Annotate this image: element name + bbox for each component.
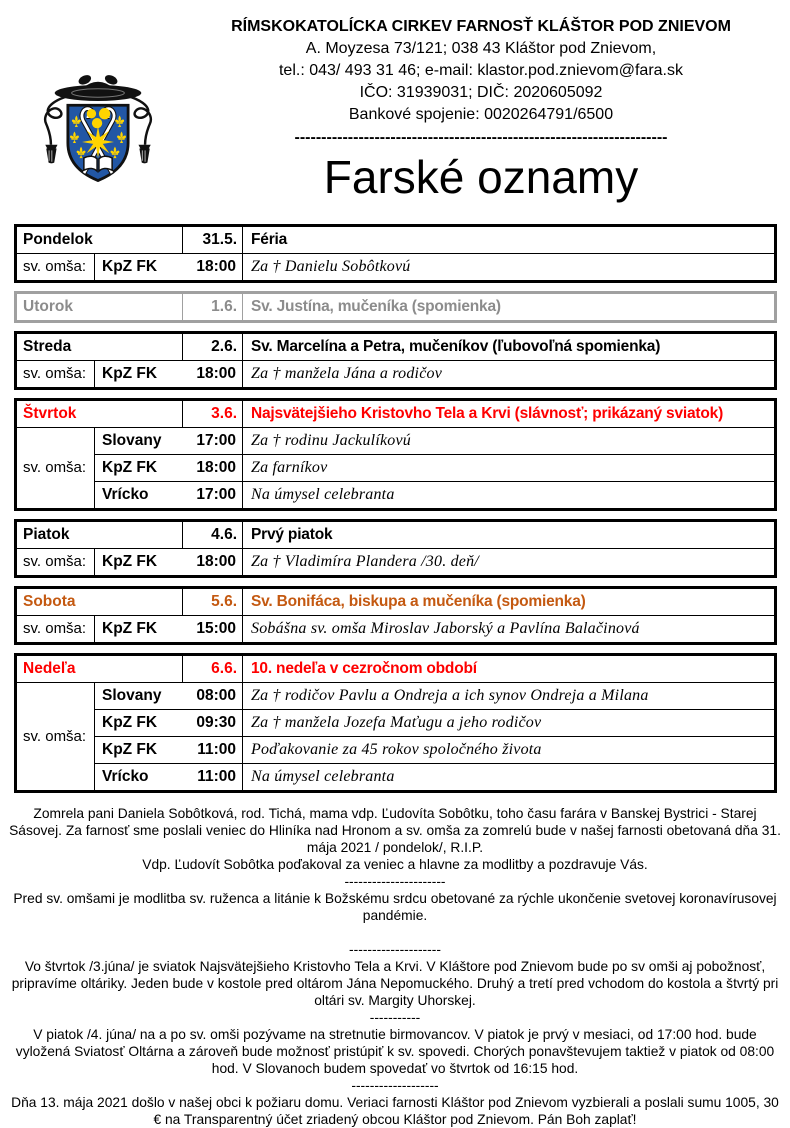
feast-title: Féria: [243, 225, 776, 253]
day-block-piatok: [14, 519, 777, 578]
announcement-paragraph: Dňa 13. mája 2021 došlo v našej obci k požiaru domu. Veriaci farnosti Kláštor pod Znievom vyzbierali a poslali sumu 1005, 30 € na Transparentný účet zriadený obcou Kláštor pod Znievom. Pán Boh zaplať!: [11, 1094, 779, 1127]
feast-title: Sv. Marcelína a Petra, mučeníkov (ľubovoľná spomienka): [243, 332, 776, 360]
day-name: Nedeľa: [16, 654, 183, 682]
day-name: Štvrtok: [16, 399, 183, 427]
day-name: Pondelok: [16, 225, 183, 253]
day-block-nedela: [14, 653, 777, 793]
mass-time: 18:00: [196, 364, 236, 382]
day-name: Piatok: [16, 520, 183, 548]
mass-place-time: [95, 427, 243, 454]
mass-place-time: [95, 253, 243, 281]
mass-place-time: [95, 360, 243, 388]
feast-title: Najsvätejšieho Kristovho Tela a Krvi (slávnosť; prikázaný sviatok): [243, 399, 776, 427]
mass-place: KpZ FK: [102, 458, 158, 476]
mass-place-time: [95, 481, 243, 509]
bank-line: Bankové spojenie: 0020264791/6500: [348, 106, 614, 123]
announcement-paragraph: Pred sv. omšami je modlitba sv. ruženca a litánie k Božskému srdcu obetované za rýchle ukončenie svetovej koronavírusovej pandémie.: [13, 890, 777, 923]
day-block-pondelok: [14, 224, 777, 283]
day-date: 3.6.: [183, 399, 243, 427]
mass-intention: Za † Vladimíra Plandera /30. deň/: [243, 548, 776, 576]
mass-label: sv. omša:: [16, 682, 95, 791]
feast-title: Sv. Justína, mučeníka (spomienka): [243, 292, 776, 321]
header: [0, 0, 790, 204]
mass-intention: Za † Danielu Sobôtkovú: [243, 253, 776, 281]
feast-title: 10. nedeľa v cezročnom období: [243, 654, 776, 682]
mass-place: Slovany: [102, 431, 162, 449]
mass-place-time: [95, 682, 243, 709]
mass-place-time: [95, 763, 243, 791]
announcements: [6, 805, 784, 1128]
day-row: [16, 292, 776, 321]
mass-place: KpZ FK: [102, 552, 158, 570]
mass-intention: Sobášna sv. omša Miroslav Jaborský a Pavlína Balačinová: [243, 615, 776, 643]
mass-row: [16, 736, 776, 763]
mass-time: 11:00: [197, 767, 236, 785]
mass-place: Slovany: [102, 686, 162, 704]
mass-row: [16, 548, 776, 576]
mass-place-time: [95, 454, 243, 481]
announcement-paragraph: Vo štvrtok /3.júna/ je sviatok Najsvätejšieho Kristovho Tela a Krvi. V Kláštore pod Znievom bude po sv omši aj pobožnosť, pripravíme oltáriky. Jeden bude v kostole pred oltárom Jána Nepomuckého. Druhý a tretí pred vchodom do kostola a štvrtý pri oltári sv. Margity Uhorskej.: [11, 958, 779, 1008]
separator: ----------------------: [344, 873, 446, 889]
day-date: 31.5.: [183, 225, 243, 253]
mass-place-time: [95, 548, 243, 576]
mass-time: 15:00: [196, 619, 236, 637]
mass-row: [16, 454, 776, 481]
mass-row: [16, 253, 776, 281]
mass-schedule: [14, 224, 777, 793]
feast-title: Sv. Bonifáca, biskupa a mučeníka (spomienka): [243, 587, 776, 615]
mass-time: 17:00: [196, 485, 236, 503]
day-row: [16, 654, 776, 682]
day-date: 1.6.: [183, 292, 243, 321]
mass-label: sv. omša:: [16, 615, 95, 643]
mass-row: [16, 615, 776, 643]
mass-row: [16, 481, 776, 509]
day-row: [16, 399, 776, 427]
announcement-paragraph: V piatok /4. júna/ na a po sv. omši pozývame na stretnutie birmovancov. V piatok je prvý v mesiaci, od 17:00 hod. bude vyložená Sviatosť Oltárna a zároveň bude možnosť pristúpiť k sv. spovedi. Chorých ponavštevujem taktiež v piatok od 08:00 hod. V Slovanoch budem spovedať vo štvrtok od 16:15 hod.: [15, 1026, 775, 1076]
mass-row: [16, 682, 776, 709]
separator: --------------------: [349, 941, 441, 957]
mass-place-time: [95, 615, 243, 643]
mass-label: sv. omša:: [16, 253, 95, 281]
mass-place: Vrícko: [102, 485, 149, 503]
spacer: [6, 924, 784, 941]
mass-intention: Za farníkov: [243, 454, 776, 481]
page-title: Farské oznamy: [323, 151, 639, 203]
mass-time: 11:00: [197, 740, 236, 758]
day-date: 4.6.: [183, 520, 243, 548]
mass-place-time: [95, 709, 243, 736]
day-row: [16, 332, 776, 360]
mass-time: 18:00: [196, 458, 236, 476]
registration-line: IČO: 31939031; DIČ: 2020605092: [359, 84, 603, 101]
mass-place: KpZ FK: [102, 619, 158, 637]
mass-label: sv. omša:: [16, 427, 95, 509]
day-row: [16, 225, 776, 253]
day-row: [16, 520, 776, 548]
mass-intention: Na úmysel celebranta: [243, 481, 776, 509]
announcement-paragraph: Zomrela pani Daniela Sobôtková, rod. Tichá, mama vdp. Ľudovíta Sobôtku, toho času farára v Banskej Bystrici - Starej Sásovej. Za farnosť sme poslali veniec do Hliníka nad Hronom a sv. omša za zomrelú bude v našej farnosti obetovaná dňa 31. mája 2021 / pondelok/, R.I.P.: [9, 805, 781, 855]
day-block-streda: [14, 331, 777, 390]
dashed-divider: ----------------------------------------------------------------------: [294, 129, 668, 146]
mass-intention: Za † rodinu Jackulíkovú: [243, 427, 776, 454]
contact-line: tel.: 043/ 493 31 46; e-mail: klastor.pod.znievom@fara.sk: [278, 62, 683, 79]
separator: -------------------: [351, 1077, 439, 1093]
organization-name: RÍMSKOKATOLÍCKA CIRKEV FARNOSŤ KLÁŠTOR POD ZNIEVOM: [231, 18, 731, 35]
day-block-utorok: [14, 291, 777, 323]
mass-row: [16, 763, 776, 791]
day-date: 6.6.: [183, 654, 243, 682]
mass-intention: Za † manžela Jozefa Maťugu a jeho rodičov: [243, 709, 776, 736]
day-block-stvrtok: [14, 398, 777, 511]
parish-crest-icon: [34, 64, 162, 186]
mass-row: [16, 360, 776, 388]
mass-row: [16, 427, 776, 454]
mass-intention: Za † manžela Jána a rodičov: [243, 360, 776, 388]
mass-place: KpZ FK: [102, 257, 158, 275]
mass-label: sv. omša:: [16, 548, 95, 576]
mass-place: KpZ FK: [102, 713, 158, 731]
day-name: Streda: [16, 332, 183, 360]
mass-place: Vrícko: [102, 767, 149, 785]
day-date: 5.6.: [183, 587, 243, 615]
mass-label: sv. omša:: [16, 360, 95, 388]
feast-title: Prvý piatok: [243, 520, 776, 548]
mass-place: KpZ FK: [102, 740, 158, 758]
header-text: [178, 16, 784, 204]
mass-place-time: [95, 736, 243, 763]
mass-intention: Za † rodičov Pavlu a Ondreja a ich synov Ondreja a Milana: [243, 682, 776, 709]
announcement-paragraph: Vdp. Ľudovít Sobôtka poďakoval za veniec a hlavne za modlitby a pozdravuje Vás.: [142, 856, 648, 872]
mass-time: 17:00: [196, 431, 236, 449]
mass-intention: Poďakovanie za 45 rokov spoločného života: [243, 736, 776, 763]
mass-intention: Na úmysel celebranta: [243, 763, 776, 791]
day-name: Utorok: [16, 292, 183, 321]
mass-time: 08:00: [196, 686, 236, 704]
day-name: Sobota: [16, 587, 183, 615]
day-block-sobota: [14, 586, 777, 645]
mass-time: 09:30: [196, 713, 236, 731]
mass-time: 18:00: [196, 552, 237, 570]
mass-time: 18:00: [196, 257, 237, 275]
day-row: [16, 587, 776, 615]
mass-place: KpZ FK: [102, 364, 158, 382]
day-date: 2.6.: [183, 332, 243, 360]
address-line: A. Moyzesa 73/121; 038 43 Kláštor pod Znievom,: [305, 40, 657, 57]
mass-row: [16, 709, 776, 736]
separator: -----------: [369, 1009, 421, 1025]
